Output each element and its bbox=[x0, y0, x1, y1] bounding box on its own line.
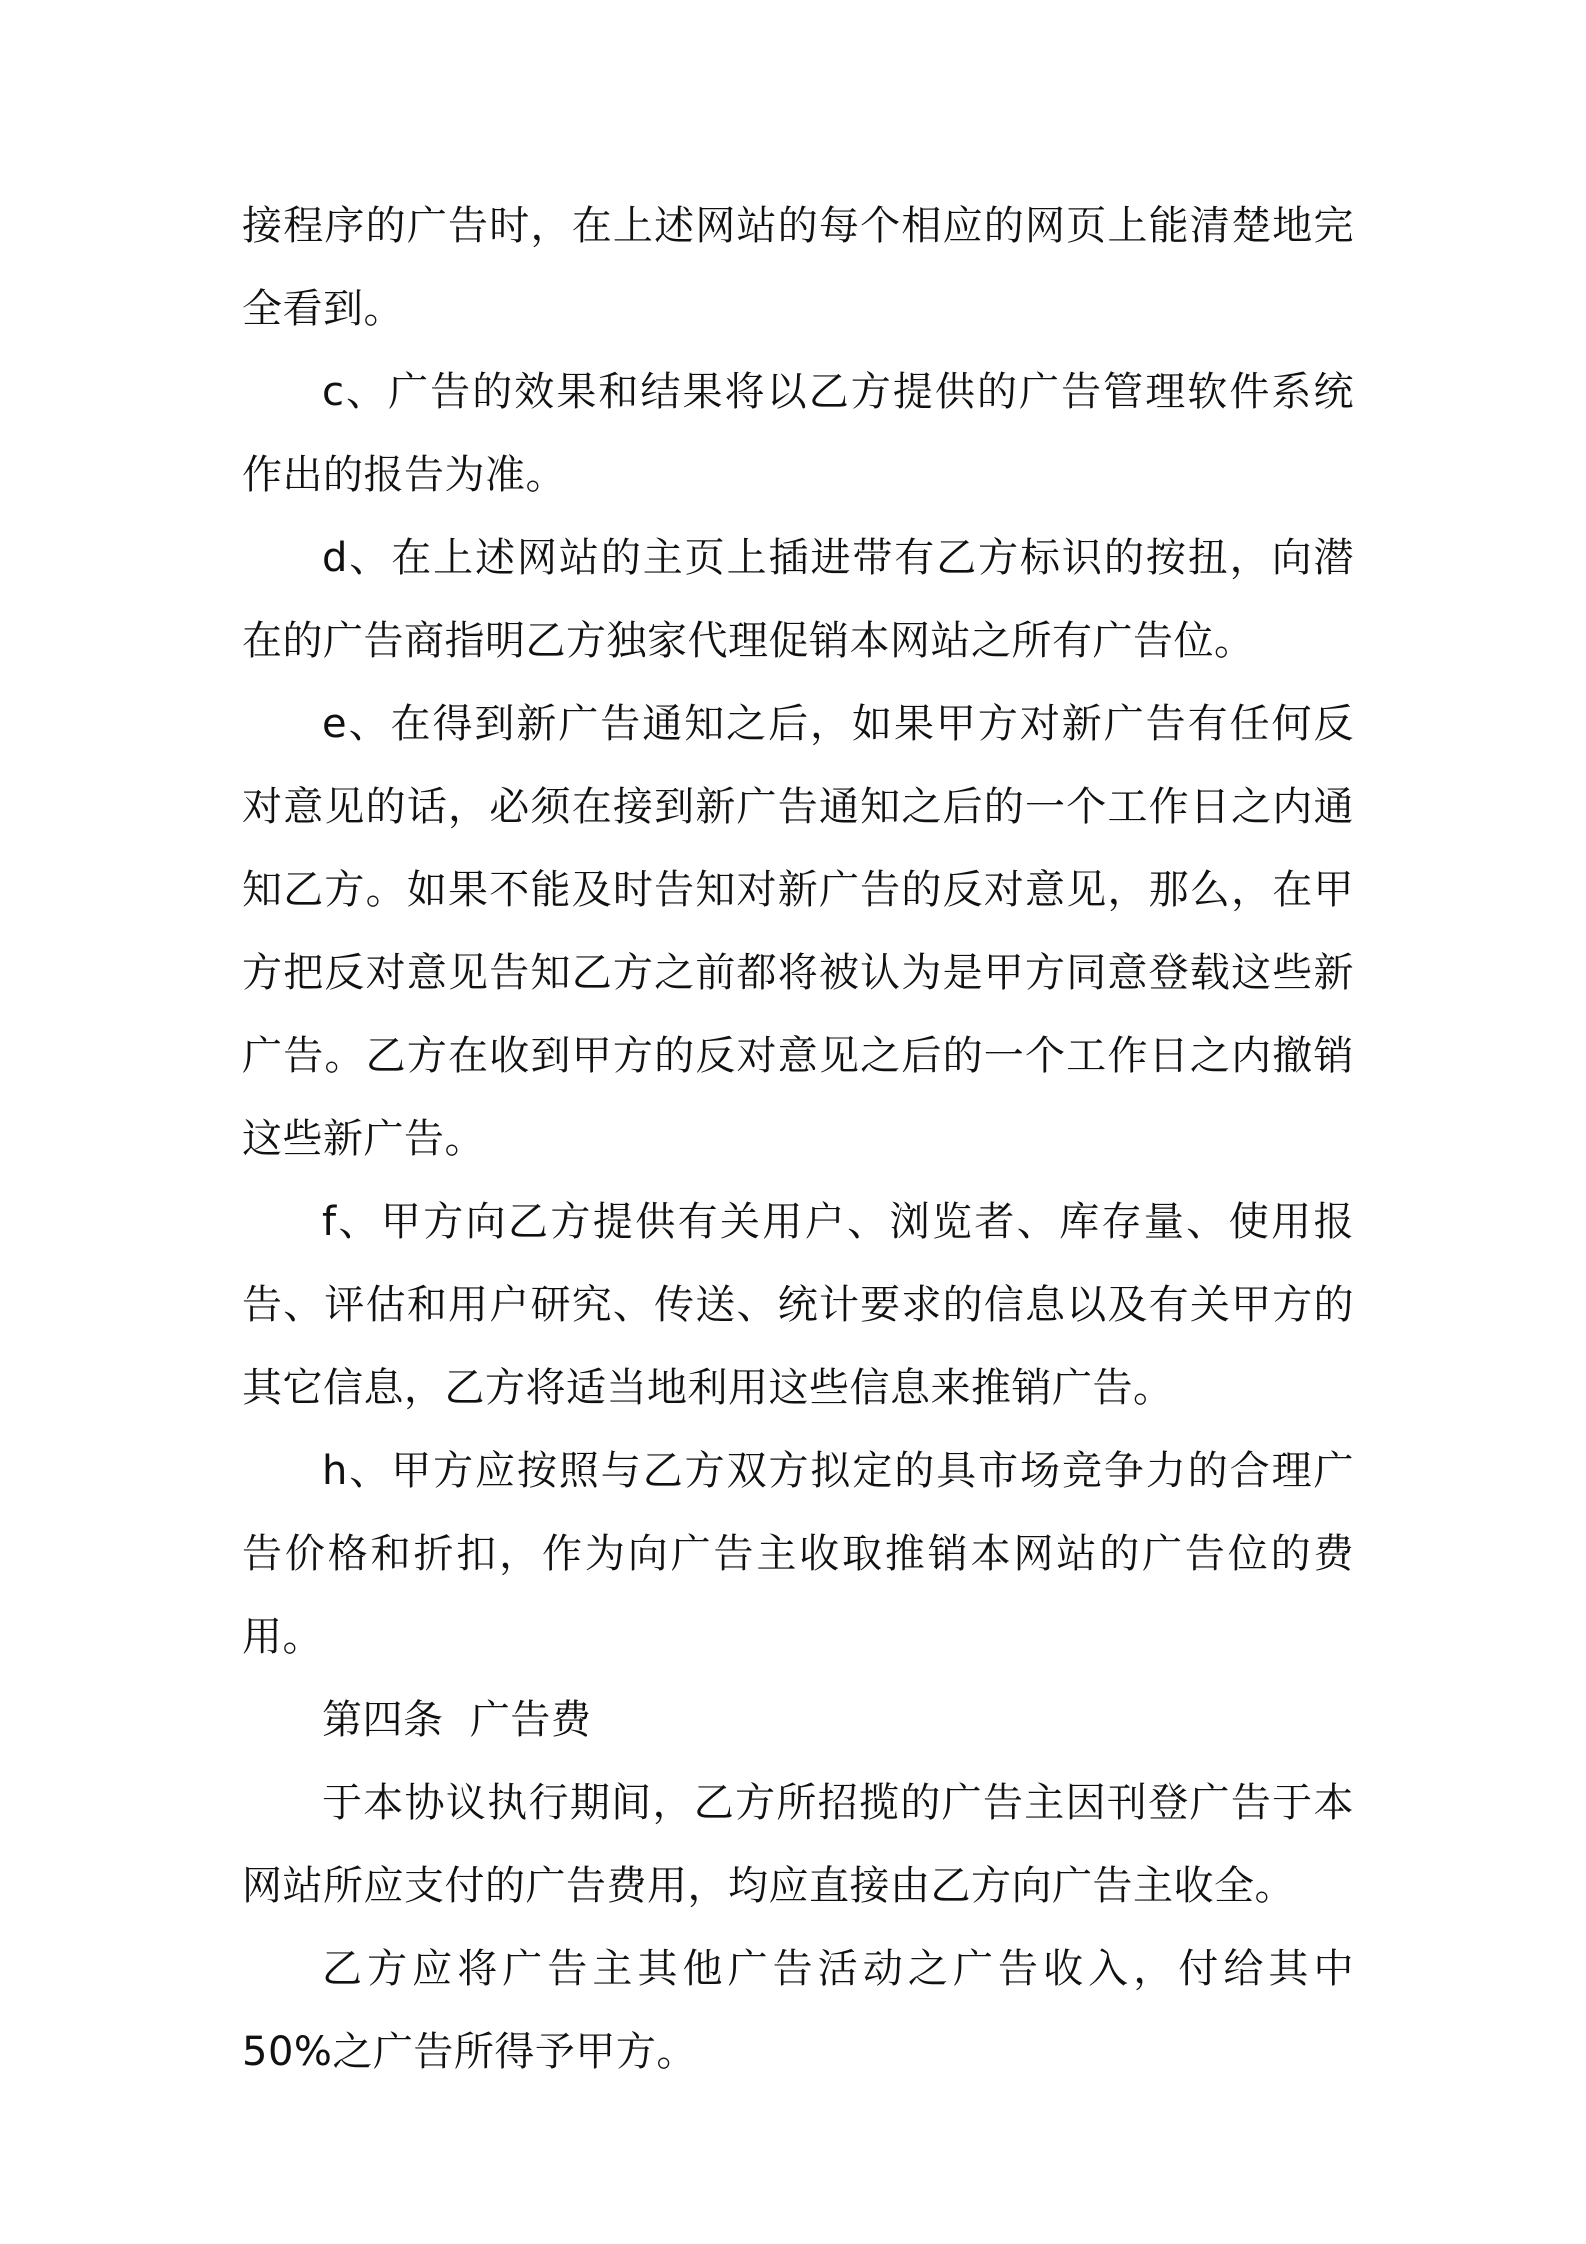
section-heading-article-4: 第四条 广告费 bbox=[322, 1697, 592, 1743]
paragraph-item-c: c、广告的效果和结果将以乙方提供的广告管理软件系统作出的报告为准。 bbox=[242, 369, 1354, 498]
paragraph-item-d: d、在上述网站的主页上插进带有乙方标识的按扭，向潜在的广告商指明乙方独家代理促销本网站之所有广告位。 bbox=[242, 535, 1354, 664]
paragraph-item-e: e、在得到新广告通知之后，如果甲方对新广告有任何反对意见的话，必须在接到新广告通知之后的一个工作日之内通知乙方。如果不能及时告知对新广告的反对意见，那么，在甲方把反对意见告知乙方之前都将被认为是甲方同意登载这些新广告。乙方在收到甲方的反对意见之后的一个工作日之内撤销这些新广告。 bbox=[242, 701, 1354, 1162]
paragraph-item-h: h、甲方应按照与乙方双方拟定的具市场竞争力的合理广告价格和折扣，作为向广告主收取推销本网站的广告位的费用。 bbox=[242, 1448, 1354, 1660]
paragraph-ad-fee: 于本协议执行期间，乙方所招揽的广告主因刊登广告于本网站所应支付的广告费用，均应直接由乙方向广告主收全。 bbox=[242, 1780, 1354, 1909]
paragraph-continuation: 接程序的广告时，在上述网站的每个相应的网页上能清楚地完全看到。 bbox=[242, 203, 1354, 332]
contract-body bbox=[242, 185, 1354, 2094]
paragraph-item-f: f、甲方向乙方提供有关用户、浏览者、库存量、使用报告、评估和用户研究、传送、统计要求的信息以及有关甲方的其它信息，乙方将适当地利用这些信息来推销广告。 bbox=[242, 1199, 1354, 1411]
paragraph-revenue-share: 乙方应将广告主其他广告活动之广告收入，付给其中 50%之广告所得予甲方。 bbox=[242, 1946, 1354, 2075]
